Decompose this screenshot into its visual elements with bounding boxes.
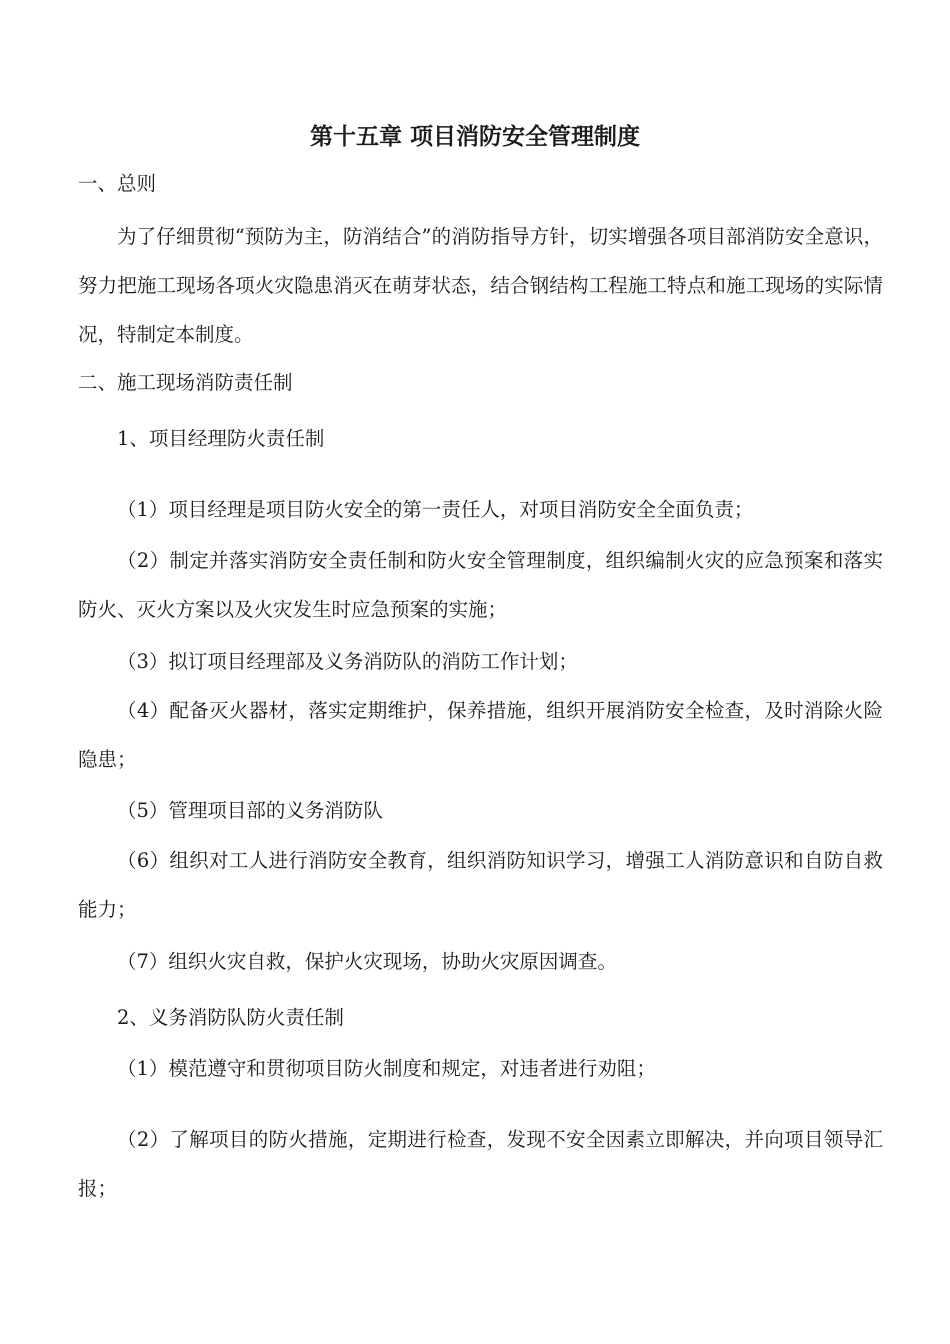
list-item: （1）模范遵守和贯彻项目防火制度和规定，对违者进行劝阻；	[117, 1057, 656, 1080]
list-item: （4）配备灭火器材，落实定期维护，保养措施，组织开展消防安全检查，及时消除火险隐患；	[78, 699, 883, 771]
general-paragraph: 为了仔细贯彻“预防为主，防消结合”的消防指导方针，切实增强各项目部消防安全意识，努力把施工现场各项火灾隐患消灭在萌芽状态，结合钢结构工程施工特点和施工现场的实际情况，特制定本制度。	[78, 225, 883, 346]
page-title: 第十五章 项目消防安全管理制度	[309, 123, 640, 150]
subsection-heading-manager: 1、项目经理防火责任制	[117, 427, 325, 450]
subsection-heading-volunteer: 2、义务消防队防火责任制	[117, 1006, 344, 1029]
list-item: （6）组织对工人进行消防安全教育，组织消防知识学习，增强工人消防意识和自防自救能力；	[78, 849, 883, 921]
list-item: （2）了解项目的防火措施，定期进行检查，发现不安全因素立即解决，并向项目领导汇报；	[78, 1128, 883, 1200]
section-heading-responsibility: 二、施工现场消防责任制	[78, 371, 293, 394]
list-item: （1）项目经理是项目防火安全的第一责任人，对项目消防安全全面负责；	[117, 498, 754, 521]
list-item: （7）组织火灾自救，保护火灾现场，协助火灾原因调查。	[117, 950, 617, 973]
list-item: （3）拟订项目经理部及义务消防队的消防工作计划；	[117, 650, 578, 673]
list-item: （5）管理项目部的义务消防队	[117, 799, 383, 822]
list-item: （2）制定并落实消防安全责任制和防火安全管理制度，组织编制火灾的应急预案和落实防火、灭火方案以及火灾发生时应急预案的实施；	[78, 549, 883, 621]
section-heading-general: 一、总则	[78, 172, 157, 195]
